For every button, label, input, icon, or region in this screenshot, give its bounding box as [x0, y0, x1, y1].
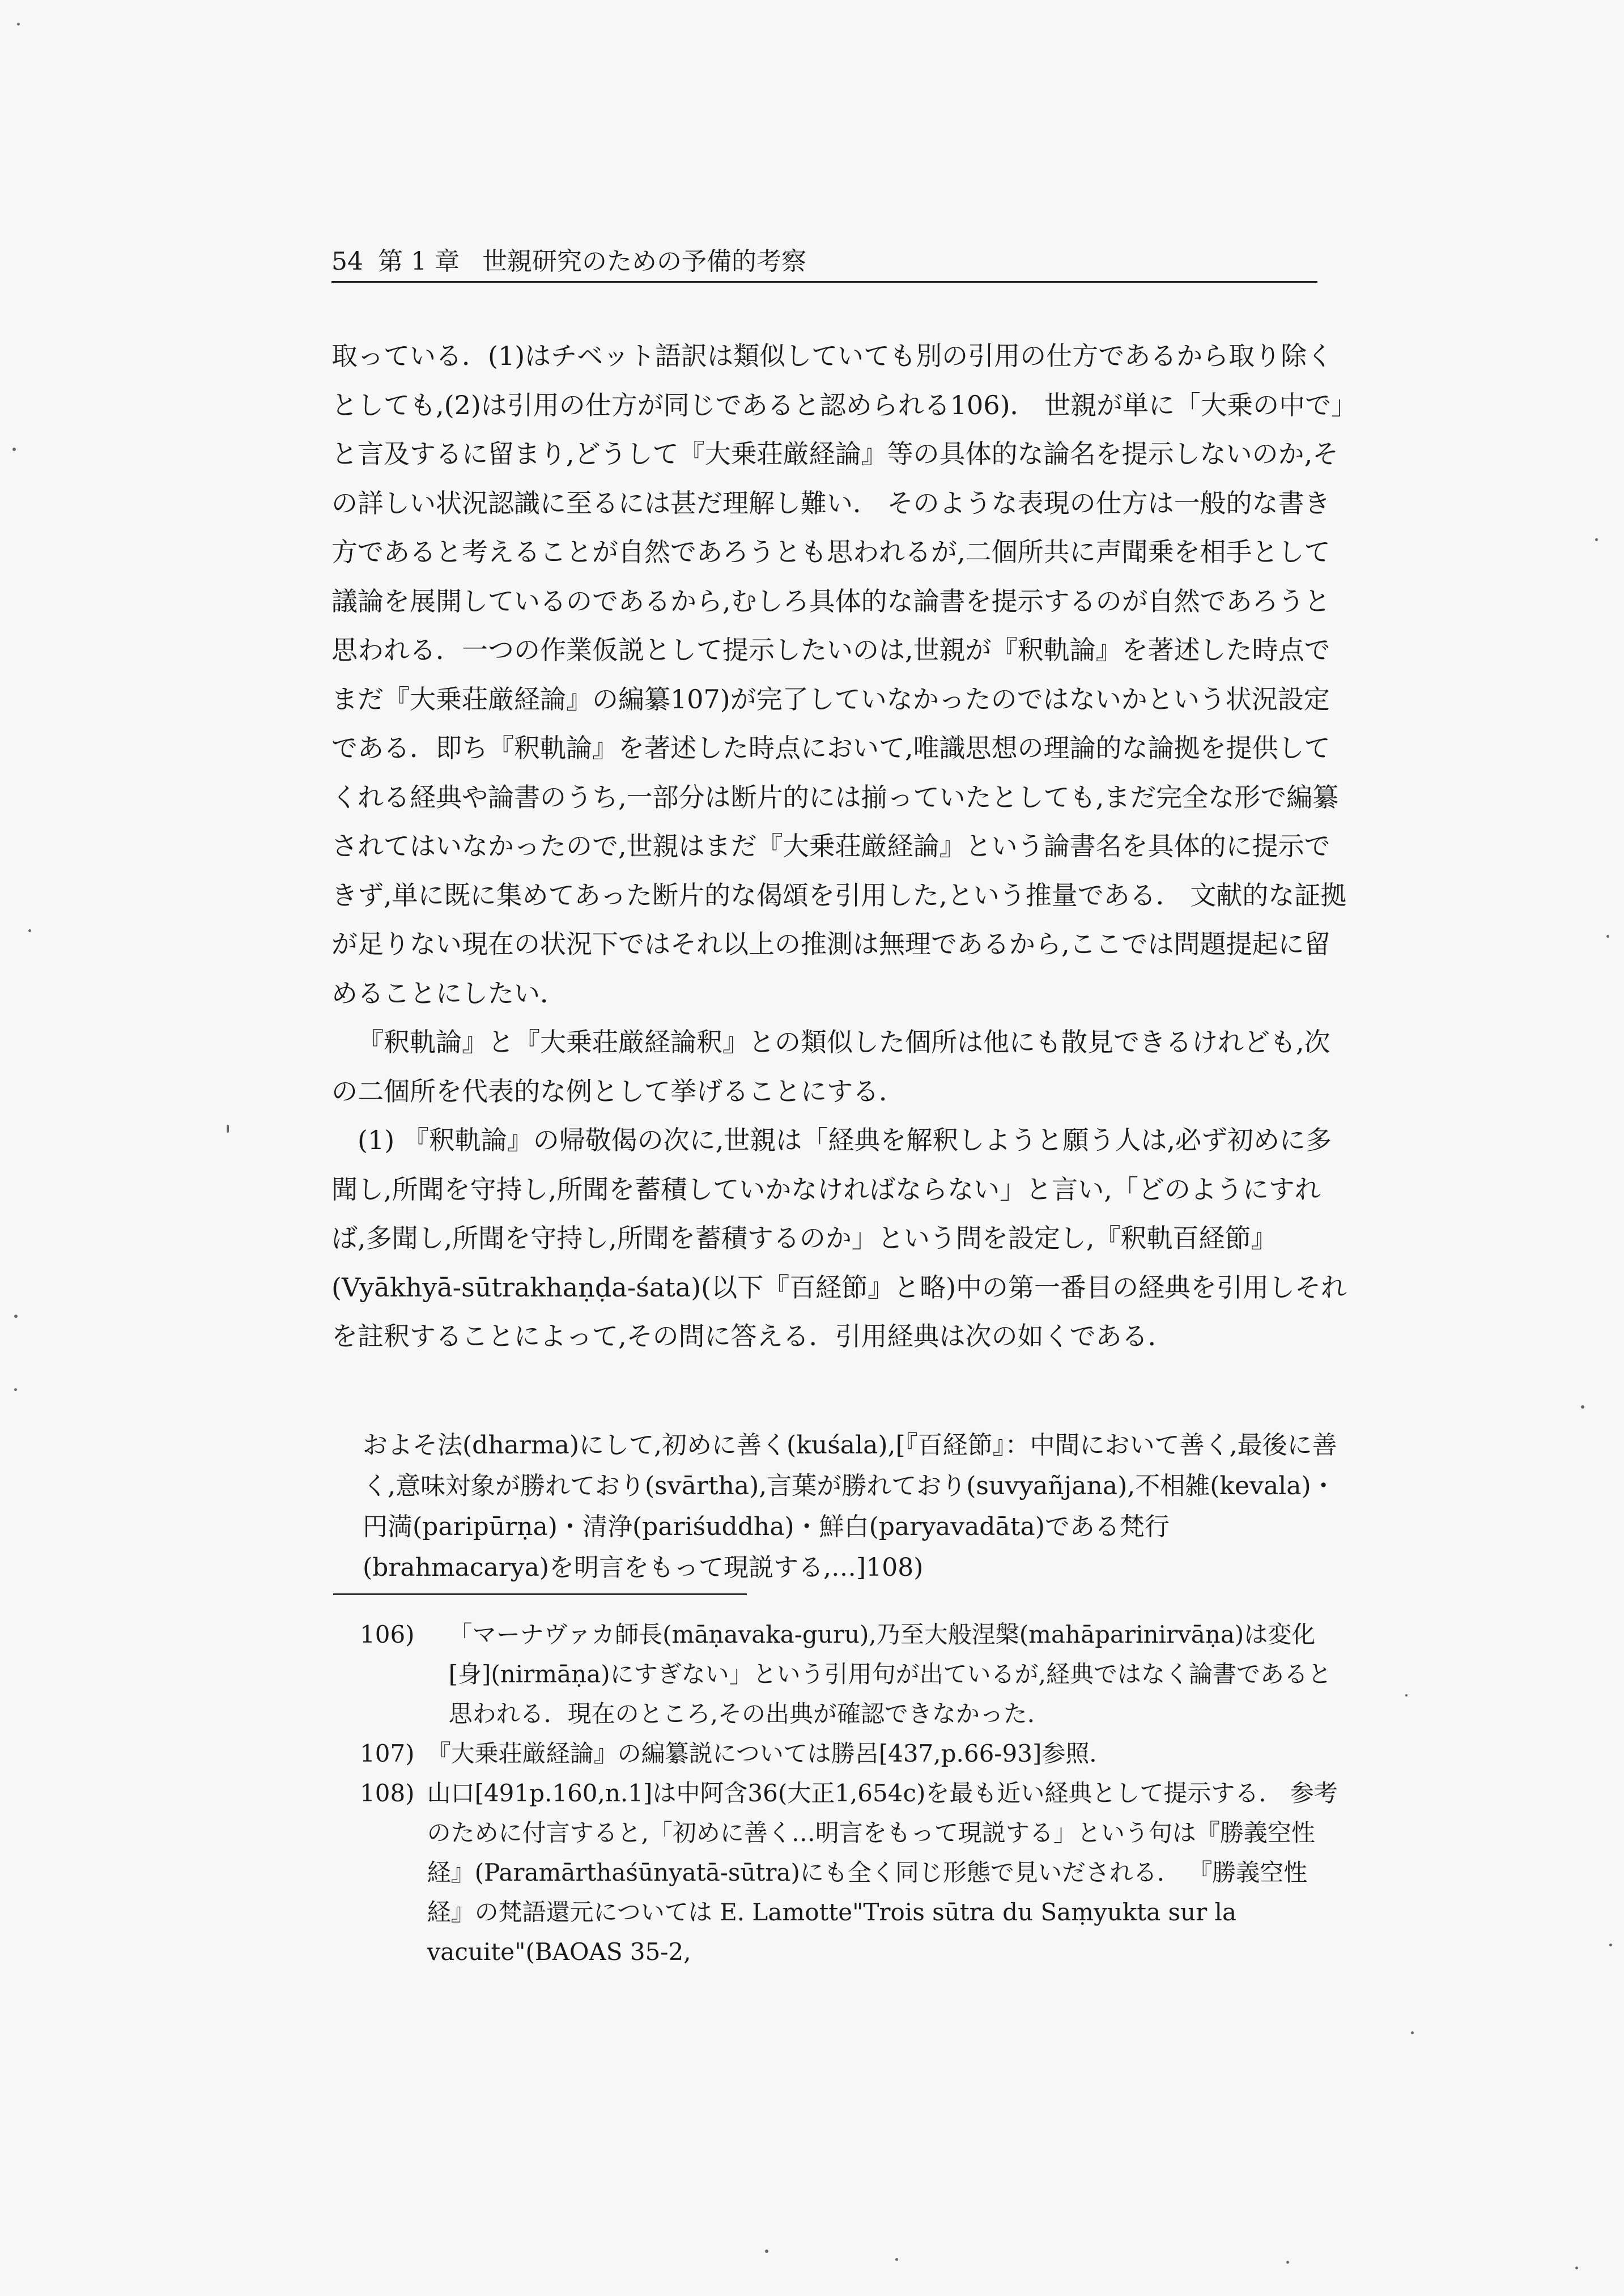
- scan-speck: [1286, 2261, 1289, 2264]
- scan-speck: [895, 2258, 898, 2261]
- scan-speck: [1575, 2267, 1578, 2269]
- footnote-number: 106): [360, 1621, 415, 1648]
- paragraph-2: 『釈軌論』と『大乗荘厳経論釈』との類似した個所は他にも散見できるけれども,次の二個所を代表的な例として挙げることにする．: [331, 1027, 1330, 1107]
- scan-speck: [1411, 2031, 1414, 2034]
- footnote-number: 108): [360, 1779, 415, 1807]
- scan-speck: [14, 1315, 18, 1318]
- paragraph-3: (1) 『釈軌論』の帰敬偈の次に,世親は「経典を解釈しようと願う人は,必ず初めに多聞し,所聞を守持し,所聞を蓄積していかなければならない」と言い,「どのようにすれば,多聞し,所聞を守持し,所聞を蓄積するのか」という問を設定し,『釈軌百経節』(Vyākhyā-sūtrakhaṇḍa-śata)(以下『百経節』と略)中の第一番目の経典を引用しそれを註釈することによって,その問に答える．引用経典は次の如くである．: [331, 1125, 1347, 1351]
- footnotes: [360, 1615, 1340, 1972]
- scan-speck: [12, 448, 16, 451]
- chapter-label: 第 1 章: [378, 247, 460, 276]
- quote-text: およそ法(dharma)にして,初めに善く(kuśala),[『百経節』：中間において善く,最後に善く,意味対象が勝れており(svārtha),言葉が勝れており(suvyañjana),不相雑(kevala)・円満(paripūrṇa)・清浄(pariśuddha)・鮮白(paryavadāta)である梵行(brahmacarya)を明言をもって現説する,…]108): [363, 1431, 1337, 1582]
- running-header: [331, 245, 1317, 283]
- scan-speck: [227, 1125, 229, 1133]
- footnote-106: [360, 1615, 1340, 1734]
- block-quote: [363, 1425, 1337, 1588]
- footnote-text: 『大乗荘厳経論』の編纂説については勝呂[437,p.66-93]参照．: [427, 1740, 1113, 1767]
- chapter-title: 世親研究のための予備的考察: [482, 247, 806, 276]
- scan-speck: [1581, 1405, 1584, 1409]
- scan-speck: [17, 23, 20, 25]
- footnote-rule: [333, 1593, 747, 1595]
- scan-speck: [1405, 1694, 1408, 1697]
- footnote-108: [360, 1774, 1340, 1972]
- scan-speck: [765, 2250, 768, 2253]
- page-number: 54: [331, 247, 363, 276]
- footnote-text: 「マーナヴァカ師長(māṇavaka-guru),乃至大般涅槃(mahāparinirvāṇa)は変化[身](nirmāṇa)にすぎない」という引用句が出ているが,経典ではなく論書であると思われる．現在のところ,その出典が確認できなかった．: [448, 1621, 1332, 1728]
- footnote-number: 107): [360, 1740, 415, 1767]
- main-text: [331, 331, 1351, 1361]
- scan-speck: [1606, 935, 1609, 938]
- paragraph-1: 取っている．(1)はチベット語訳は類似していても別の引用の仕方であるから取り除くとしても,(2)は引用の仕方が同じであると認められる106)． 世親が単に「大乗の中で」と言及するに留まり,どうして『大乗荘厳経論』等の具体的な論名を提示しないのか,その詳しい状況認識に至るには甚だ理解し難い． そのような表現の仕方は一般的な書き方であると考えることが自然であろうとも思われるが,二個所共に声聞乗を相手として議論を展開しているのであるから,むしろ具体的な論書を提示するのが自然であろうと思われる．一つの作業仮説として提示したいのは,世親が『釈軌論』を著述した時点でまだ『大乗荘厳経論』の編纂107)が完了していなかったのではないかという状況設定である．即ち『釈軌論』を著述した時点において,唯識思想の理論的な論拠を提供してくれる経典や論書のうち,一部分は断片的には揃っていたとしても,まだ完全な形で編纂されてはいなかったので,世親はまだ『大乗荘厳経論』という論書名を具体的に提示できず,単に既に集めてあった断片的な偈頌を引用した,という推量である． 文献的な証拠が足りない現在の状況下ではそれ以上の推測は無理であるから,ここでは問題提起に留めることにしたい．: [331, 341, 1347, 1009]
- scan-speck: [14, 1388, 17, 1391]
- scan-speck: [28, 929, 31, 932]
- scan-speck: [1595, 538, 1598, 541]
- scan-speck: [1609, 1944, 1612, 1946]
- footnote-text: 山口[491p.160,n.1]は中阿含36(大正1,654c)を最も近い経典として提示する． 参考のために付言すると,「初めに善く…明言をもって現説する」という句は『勝義空性経』(Paramārthaśūnyatā-sūtra)にも全く同じ形態で見いだされる． 『勝義空性経』の梵語還元については E. Lamotte"Trois sūtra du Saṃyukta sur la vacuite"(BAOAS 35-2,: [427, 1779, 1338, 1966]
- footnote-107: [360, 1734, 1340, 1774]
